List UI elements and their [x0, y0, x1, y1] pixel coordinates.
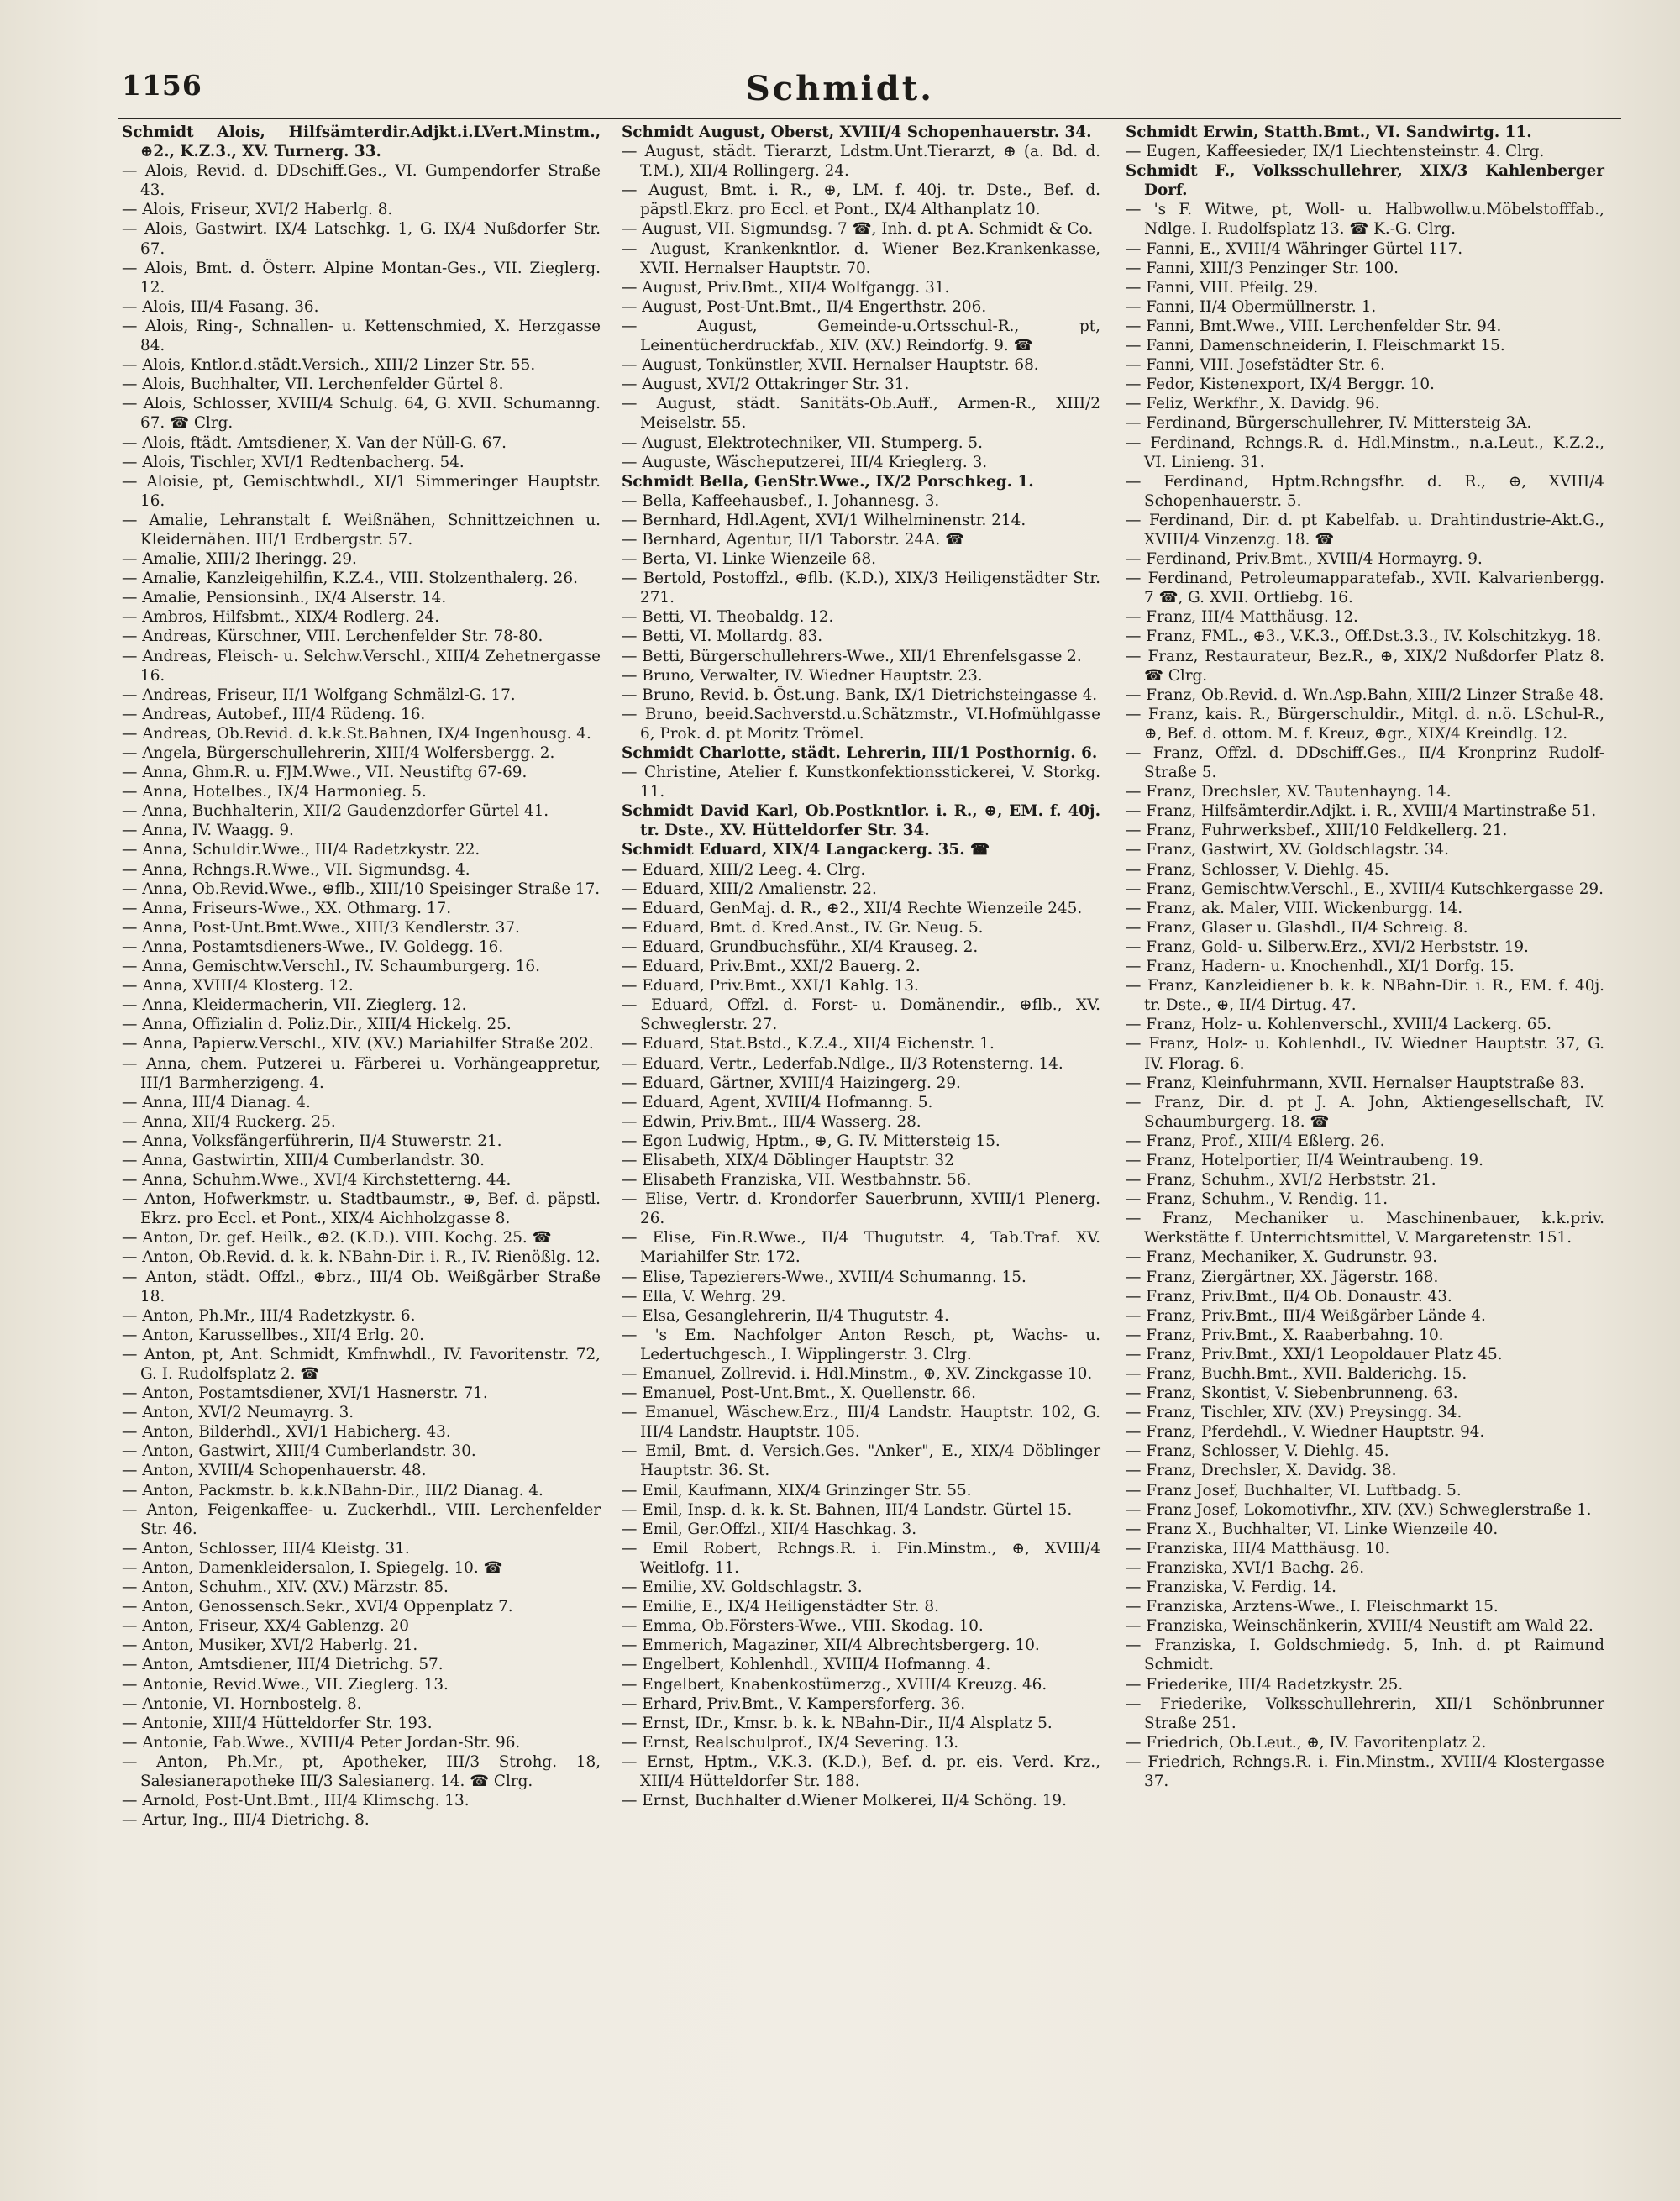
directory-entry: — Franz, Hilfsämterdir.Adjkt. i. R., XVIII/4 Martinstraße 51. — [1126, 802, 1597, 821]
directory-entry: — Emanuel, Wäschew.Erz., III/4 Landstr. Hauptstr. 102, G. III/4 Landstr. Hauptstr. 105. — [622, 1404, 1100, 1442]
directory-entry: — Alois, Revid. d. DDschiff.Ges., VI. Gumpendorfer Straße 43. — [122, 162, 601, 200]
directory-entry: — Anna, IV. Waagg. 9. — [122, 822, 294, 840]
directory-entry: Schmidt F., Volksschullehrer, XIX/3 Kahlenberger Dorf. — [1126, 162, 1604, 200]
directory-entry: — Anton, Friseur, XX/4 Gablenzg. 20 — [122, 1617, 409, 1636]
directory-entry: — Anna, Friseurs-Wwe., XX. Othmarg. 17. — [122, 899, 452, 917]
directory-entry: — Betti, VI. Theobaldg. 12. — [622, 608, 834, 627]
directory-entry: — Bruno, Verwalter, IV. Wiedner Hauptstr. 23. — [622, 666, 983, 685]
directory-entry: — Anton, Karussellbes., XII/4 Erlg. 20. — [122, 1326, 425, 1344]
directory-entry: — Franz, Kanzleidiener b. k. k. NBahn-Dir. i. R., EM. f. 40j. tr. Dste., ⊕, II/4 Dirtug. 47. — [1126, 977, 1604, 1015]
directory-entry: — Fanni, II/4 Obermüllnerstr. 1. — [1126, 297, 1377, 316]
directory-entry: — Fedor, Kistenexport, IX/4 Berggr. 10. — [1126, 376, 1435, 394]
directory-entry: — Amalie, Pensionsinh., IX/4 Alserstr. 14. — [122, 589, 447, 607]
directory-entry: — Franz, Mechaniker, X. Gudrunstr. 93. — [1126, 1248, 1438, 1267]
directory-entry: — Auguste, Wäscheputzerei, III/4 Krieglerg. 3. — [622, 453, 988, 471]
column-3 — [1126, 123, 1604, 1791]
directory-entry: — Franz, Tischler, XIV. (XV.) Preysingg. 34. — [1126, 1404, 1462, 1422]
directory-entry: — Bernhard, Agentur, II/1 Taborstr. 24A. ☎ — [622, 530, 965, 549]
directory-entry: — Eduard, XIII/2 Amalienstr. 22. — [622, 880, 877, 898]
directory-entry: — Antonie, VI. Hornbostelg. 8. — [122, 1694, 362, 1713]
directory-entry: — Anton, Ph.Mr., pt, Apotheker, III/3 Strohg. 18, Salesianerapotheke III/3 Salesianerg. 14. ☎ Clrg. — [122, 1752, 601, 1790]
directory-entry: Schmidt Erwin, Statth.Bmt., VI. Sandwirtg. 11. — [1126, 123, 1532, 141]
directory-entry: — Aloisie, pt, Gemischtwhdl., XI/1 Simmeringer Hauptstr. 16. — [122, 472, 601, 510]
directory-entry: — Amalie, Lehranstalt f. Weißnähen, Schnittzeichnen u. Kleidernähen. III/1 Erdbergstr. 57. — [122, 511, 601, 549]
directory-entry: — Anton, Damenkleidersalon, I. Spiegelg. 10. ☎ — [122, 1558, 503, 1577]
directory-entry: — Emil, Bmt. d. Versich.Ges. "Anker", E., XIX/4 Döblinger Hauptstr. 36. St. — [622, 1442, 1100, 1480]
directory-entry: — Anna, Buchhalterin, XII/2 Gaudenzdorfer Gürtel 41. — [122, 802, 549, 821]
directory-entry: — Andreas, Fleisch- u. Selchw.Verschl., XIII/4 Zehetnergasse 16. — [122, 647, 601, 685]
directory-entry: — Anton, Schlosser, III/4 Kleistg. 31. — [122, 1539, 410, 1558]
directory-entry: — Arnold, Post-Unt.Bmt., III/4 Klimschg. 13. — [122, 1792, 470, 1810]
directory-entry: Schmidt Bella, GenStr.Wwe., IX/2 Porschkeg. 1. — [622, 472, 1034, 491]
directory-entry: — Angela, Bürgerschullehrerin, XIII/4 Wolfersbergg. 2. — [122, 744, 555, 762]
directory-entry: — 's Em. Nachfolger Anton Resch, pt, Wachs- u. Ledertuchgesch., I. Wipplingerstr. 3. Clrg. — [622, 1326, 1100, 1363]
directory-entry: — Franz, Dir. d. pt J. A. John, Aktiengesellschaft, IV. Schaumburgerg. 18. ☎ — [1126, 1093, 1604, 1131]
directory-entry: — Franz, Skontist, V. Siebenbrunneng. 63. — [1126, 1384, 1458, 1403]
directory-entry: — Fanni, E., XVIII/4 Währinger Gürtel 117. — [1126, 239, 1463, 258]
directory-entry: — Friederike, III/4 Radetzkystr. 25. — [1126, 1675, 1404, 1694]
directory-entry: — Eugen, Kaffeesieder, IX/1 Liechtensteinstr. 4. Clrg. — [1126, 143, 1545, 161]
directory-entry: — Ernst, Buchhalter d.Wiener Molkerei, II/4 Schöng. 19. — [622, 1792, 1067, 1810]
directory-entry: — Franz, Priv.Bmt., X. Raaberbahng. 10. — [1126, 1326, 1444, 1344]
directory-entry: — Ferdinand, Rchngs.R. d. Hdl.Minstm., n.a.Leut., K.Z.2., VI. Linieng. 31. — [1126, 433, 1604, 471]
directory-entry: — Emmerich, Magaziner, XII/4 Albrechtsbergerg. 10. — [622, 1636, 1040, 1655]
directory-entry: — Elisabeth, XIX/4 Döblinger Hauptstr. 32 — [622, 1151, 954, 1169]
directory-entry: — Andreas, Ob.Revid. d. k.k.St.Bahnen, IX/4 Ingenhousg. 4. — [122, 724, 591, 743]
directory-entry: — August, VII. Sigmundsg. 7 ☎, Inh. d. pt A. Schmidt & Co. — [622, 220, 1094, 239]
directory-entry: — Berta, VI. Linke Wienzeile 68. — [622, 550, 877, 569]
directory-entry: — Anna, Schuhm.Wwe., XVI/4 Kirchstetterng. 44. — [122, 1171, 512, 1190]
directory-entry: — Bernhard, Hdl.Agent, XVI/1 Wilhelminenstr. 214. — [622, 511, 1026, 529]
directory-entry: — Franz, Priv.Bmt., XXI/1 Leopoldauer Platz 45. — [1126, 1345, 1503, 1363]
directory-entry: — Anna, XII/4 Ruckerg. 25. — [122, 1112, 336, 1131]
directory-entry: — Anton, städt. Offzl., ⊕brz., III/4 Ob. Weißgärber Straße 18. — [122, 1268, 601, 1305]
directory-entry: — 's F. Witwe, pt, Woll- u. Halbwollw.u.Möbelstofffab., Ndlge. I. Rudolfsplatz 13. ☎ K.-G. Clrg. — [1126, 201, 1604, 239]
directory-entry: — Eduard, Priv.Bmt., XXI/1 Kahlg. 13. — [622, 977, 919, 995]
directory-entry: — Anna, Volksfängerführerin, II/4 Stuwerstr. 21. — [122, 1132, 502, 1150]
directory-entry: — Anna, Ob.Revid.Wwe., ⊕flb., XIII/10 Speisinger Straße 17. — [122, 880, 601, 898]
directory-entry: — August, Priv.Bmt., XII/4 Wolfgangg. 31. — [622, 278, 950, 297]
directory-entry: — Anna, XVIII/4 Klosterg. 12. — [122, 977, 354, 995]
directory-entry: — Franz, Holz- u. Kohlenverschl., XVIII/4 Lackerg. 65. — [1126, 1016, 1552, 1034]
column-2 — [622, 123, 1100, 1810]
directory-entry: — Franz, FML., ⊕3., V.K.3., Off.Dst.3.3., IV. Kolschitzkyg. 18. — [1126, 628, 1602, 646]
directory-entry: — Edwin, Priv.Bmt., III/4 Wasserg. 28. — [622, 1112, 921, 1131]
directory-entry: Schmidt August, Oberst, XVIII/4 Schopenhauerstr. 34. — [622, 123, 1092, 141]
directory-entry: — Fanni, VIII. Pfeilg. 29. — [1126, 278, 1319, 297]
directory-entry: — Anna, Schuldir.Wwe., III/4 Radetzkystr. 22. — [122, 841, 480, 859]
directory-entry: Schmidt Charlotte, städt. Lehrerin, III/1 Posthornig. 6. — [622, 744, 1098, 762]
directory-entry: — Antonie, XIII/4 Hütteldorfer Str. 193. — [122, 1714, 433, 1732]
directory-entry: — Franziska, Arztens-Wwe., I. Fleischmarkt 15. — [1126, 1598, 1499, 1616]
directory-entry: — Anton, Hofwerkmstr. u. Stadtbaumstr., ⊕, Bef. d. päpstl. Ekrz. pro Eccl. et Pont., XIX/4 Aichholzgasse 8. — [122, 1190, 601, 1228]
directory-entry: — Franz, Pferdehdl., V. Wiedner Hauptstr. 94. — [1126, 1423, 1485, 1442]
directory-entry: — Franz, Ziergärtner, XX. Jägerstr. 168. — [1126, 1268, 1439, 1286]
directory-entry: — Amalie, XIII/2 Iheringg. 29. — [122, 550, 357, 569]
directory-entry: — Alois, Tischler, XVI/1 Redtenbacherg. 54. — [122, 453, 465, 471]
directory-entry: — Ambros, Hilfsbmt., XIX/4 Rodlerg. 24. — [122, 608, 440, 627]
directory-entry: — Bruno, Revid. b. Öst.ung. Bank, IX/1 Dietrichsteingasse 4. — [622, 686, 1098, 704]
directory-entry: — Ernst, Realschulprof., IX/4 Severing. 13. — [622, 1733, 959, 1752]
directory-entry: — Anna, Offizialin d. Poliz.Dir., XIII/4 Hickelg. 25. — [122, 1016, 512, 1034]
directory-entry: — Eduard, Grundbuchsführ., XI/4 Krauseg. 2. — [622, 938, 979, 956]
directory-entry: — Anton, Amtsdiener, III/4 Dietrichg. 57. — [122, 1656, 444, 1674]
directory-entry: — Eduard, Agent, XVIII/4 Hofmanng. 5. — [622, 1093, 933, 1111]
directory-entry: — Ferdinand, Bürgerschullehrer, IV. Mittersteig 3A. — [1126, 414, 1532, 433]
directory-entry: — Franziska, V. Ferdig. 14. — [1126, 1579, 1336, 1597]
directory-entry: — Franz, Drechsler, XV. Tautenhayng. 14. — [1126, 783, 1452, 801]
directory-entry: — Ernst, IDr., Kmsr. b. k. k. NBahn-Dir., II/4 Alsplatz 5. — [622, 1714, 1053, 1732]
directory-entry: — Franz, Schuhm., XVI/2 Herbststr. 21. — [1126, 1171, 1436, 1190]
directory-entry: — Elsa, Gesanglehrerin, II/4 Thugutstr. 4. — [622, 1306, 949, 1325]
directory-entry: — Bruno, beeid.Sachverstd.u.Schätzmstr., VI.Hofmühlgasse 6, Prok. d. pt Moritz Trömel. — [622, 705, 1100, 743]
directory-entry: — Alois, Schlosser, XVIII/4 Schulg. 64, G. XVII. Schumanng. 67. ☎ Clrg. — [122, 395, 601, 433]
directory-entry: — Eduard, Vertr., Lederfab.Ndlge., II/3 Rotensterng. 14. — [622, 1054, 1063, 1073]
directory-entry: — Eduard, GenMaj. d. R., ⊕2., XII/4 Rechte Wienzeile 245. — [622, 899, 1083, 917]
directory-entry: — Ferdinand, Hptm.Rchngsfhr. d. R., ⊕, XVIII/4 Schopenhauerstr. 5. — [1126, 472, 1604, 510]
directory-entry: — Alois, Gastwirt. IX/4 Latschkg. 1, G. IX/4 Nußdorfer Str. 67. — [122, 220, 601, 258]
directory-entry: — Fanni, Bmt.Wwe., VIII. Lerchenfelder Str. 94. — [1126, 317, 1502, 335]
directory-entry: — Feliz, Werkfhr., X. Davidg. 96. — [1126, 395, 1380, 413]
directory-entry: — Franz, Drechsler, X. Davidg. 38. — [1126, 1462, 1397, 1480]
directory-entry: — Friederike, Volksschullehrerin, XII/1 Schönbrunner Straße 251. — [1126, 1694, 1604, 1732]
directory-entry: — Franz, Schlosser, V. Diehlg. 45. — [1126, 860, 1389, 879]
directory-entry: — Erhard, Priv.Bmt., V. Kampersforferg. 36. — [622, 1694, 966, 1713]
directory-entry: — Anna, Hotelbes., IX/4 Harmonieg. 5. — [122, 783, 427, 801]
directory-entry: — Franz, Offzl. d. DDschiff.Ges., II/4 Kronprinz Rudolf-Straße 5. — [1126, 744, 1604, 782]
directory-entry: — Andreas, Kürschner, VIII. Lerchenfelder Str. 78-80. — [122, 628, 543, 646]
directory-entry: — Franz, Priv.Bmt., III/4 Weißgärber Lände 4. — [1126, 1306, 1486, 1325]
directory-entry: — Andreas, Autobef., III/4 Rüdeng. 16. — [122, 705, 426, 723]
directory-entry: — Egon Ludwig, Hptm., ⊕, G. IV. Mittersteig 15. — [622, 1132, 1000, 1150]
directory-entry: — Eduard, Bmt. d. Kred.Anst., IV. Gr. Neug. 5. — [622, 918, 984, 937]
directory-entry: — Franziska, XVI/1 Bachg. 26. — [1126, 1558, 1365, 1577]
directory-entry: — August, städt. Tierarzt, Ldstm.Unt.Tierarzt, ⊕ (a. Bd. d. T.M.), XII/4 Rollingerg. 24. — [622, 143, 1100, 181]
directory-entry: — Anton, XVI/2 Neumayrg. 3. — [122, 1404, 354, 1422]
directory-entry: — Anton, Musiker, XVI/2 Haberlg. 21. — [122, 1636, 418, 1655]
directory-entry: — Anton, Gastwirt, XIII/4 Cumberlandstr. 30. — [122, 1442, 476, 1461]
directory-entry: — Alois, Buchhalter, VII. Lerchenfelder Gürtel 8. — [122, 376, 504, 394]
directory-entry: — Fanni, Damenschneiderin, I. Fleischmarkt 15. — [1126, 337, 1505, 355]
page-number: 1156 — [122, 69, 202, 102]
directory-entry: — Franz, Fuhrwerksbef., XIII/10 Feldkellerg. 21. — [1126, 822, 1508, 840]
directory-entry: — Christine, Atelier f. Kunstkonfektionsstickerei, V. Storkg. 11. — [622, 764, 1100, 801]
directory-entry: — Franz, Ob.Revid. d. Wn.Asp.Bahn, XIII/2 Linzer Straße 48. — [1126, 686, 1604, 704]
directory-entry: — Alois, III/4 Fasang. 36. — [122, 297, 319, 316]
directory-entry: — Franz X., Buchhalter, VI. Linke Wienzeile 40. — [1126, 1520, 1499, 1538]
directory-entry: — Emil Robert, Rchngs.R. i. Fin.Minstm., ⊕, XVIII/4 Weitlofg. 11. — [622, 1539, 1100, 1577]
directory-entry: — August, Tonkünstler, XVII. Hernalser Hauptstr. 68. — [622, 356, 1039, 375]
directory-entry: — Alois, Ring-, Schnallen- u. Kettenschmied, X. Herzgasse 84. — [122, 317, 601, 355]
directory-entry: Schmidt David Karl, Ob.Postkntlor. i. R., ⊕, EM. f. 40j. tr. Dste., XV. Hütteldorfer Str. 34. — [622, 802, 1100, 840]
directory-entry: — Anton, Ph.Mr., III/4 Radetzkystr. 6. — [122, 1306, 416, 1325]
directory-entry: — Franz, Prof., XIII/4 Eßlerg. 26. — [1126, 1132, 1385, 1150]
column-1 — [122, 123, 601, 1830]
directory-entry: — Anton, Genossensch.Sekr., XVI/4 Oppenplatz 7. — [122, 1598, 513, 1616]
directory-entry: — Eduard, Priv.Bmt., XXI/2 Bauerg. 2. — [622, 958, 921, 976]
directory-entry: — Anton, pt, Ant. Schmidt, Kmfnwhdl., IV. Favoritenstr. 72, G. I. Rudolfsplatz 2. ☎ — [122, 1345, 601, 1383]
directory-entry: — Anton, Dr. gef. Heilk., ⊕2. (K.D.). VIII. Kochg. 25. ☎ — [122, 1229, 552, 1248]
directory-entry: — Franz, kais. R., Bürgerschuldir., Mitgl. d. n.ö. LSchul-R., ⊕, Bef. d. ottom. M. f. Kreuz, ⊕gr., XIX/4 Kreindlg. 12. — [1126, 705, 1604, 743]
directory-entry: — Alois, ftädt. Amtsdiener, X. Van der Nüll-G. 67. — [122, 433, 507, 452]
directory-entry: — Franziska, III/4 Matthäusg. 10. — [1126, 1539, 1390, 1558]
directory-entry: — Engelbert, Kohlenhdl., XVIII/4 Hofmanng. 4. — [622, 1656, 991, 1674]
directory-entry: — Franz, III/4 Matthäusg. 12. — [1126, 608, 1358, 627]
directory-entry: — Franz, Schlosser, V. Diehlg. 45. — [1126, 1442, 1389, 1461]
directory-entry: — Anton, Postamtsdiener, XVI/1 Hasnerstr. 71. — [122, 1384, 488, 1403]
directory-entry: — Ferdinand, Priv.Bmt., XVIII/4 Hormayrg. 9. — [1126, 550, 1483, 569]
directory-entry: — Emanuel, Post-Unt.Bmt., X. Quellenstr. 66. — [622, 1384, 977, 1403]
directory-entry: — Franz, Hotelportier, II/4 Weintraubeng. 19. — [1126, 1151, 1483, 1169]
directory-entry: Schmidt Alois, Hilfsämterdir.Adjkt.i.LVert.Minstm., ⊕2., K.Z.3., XV. Turnerg. 33. — [122, 123, 601, 161]
directory-entry: — Emil, Ger.Offzl., XII/4 Haschkag. 3. — [622, 1520, 917, 1538]
directory-entry: — Franz, ak. Maler, VIII. Wickenburgg. 14. — [1126, 899, 1463, 917]
directory-entry: — Franz, Schuhm., V. Rendig. 11. — [1126, 1190, 1389, 1209]
directory-entry: Schmidt Eduard, XIX/4 Langackerg. 35. ☎ — [622, 841, 990, 859]
directory-entry: — Antonie, Revid.Wwe., VII. Zieglerg. 13. — [122, 1675, 449, 1694]
directory-entry: — August, Post-Unt.Bmt., II/4 Engerthstr. 206. — [622, 297, 987, 316]
directory-entry: — Anna, Gastwirtin, XIII/4 Cumberlandstr. 30. — [122, 1151, 485, 1169]
directory-entry: — Anton, Feigenkaffee- u. Zuckerhdl., VIII. Lerchenfelder Str. 46. — [122, 1500, 601, 1538]
directory-entry: — August, städt. Sanitäts-Ob.Auff., Armen-R., XIII/2 Meiselstr. 55. — [622, 395, 1100, 433]
directory-entry: — Eduard, Gärtner, XVIII/4 Haizingerg. 29. — [622, 1074, 961, 1092]
directory-entry: — Franz, Gold- u. Silberw.Erz., XVI/2 Herbststr. 19. — [1126, 938, 1529, 956]
directory-entry: — Emilie, E., IX/4 Heiligenstädter Str. 8. — [622, 1598, 939, 1616]
directory-entry: — Franz, Buchh.Bmt., XVII. Balderichg. 15. — [1126, 1365, 1467, 1383]
directory-entry: — Franz Josef, Buchhalter, VI. Luftbadg. 5. — [1126, 1481, 1462, 1500]
directory-entry: — Alois, Bmt. d. Österr. Alpine Montan-Ges., VII. Zieglerg. 12. — [122, 259, 601, 297]
directory-entry: — Antonie, Fab.Wwe., XVIII/4 Peter Jordan-Str. 96. — [122, 1733, 521, 1752]
directory-entry: — Franz Josef, Lokomotivfhr., XIV. (XV.) Schweglerstraße 1. — [1126, 1500, 1592, 1519]
directory-entry: — Alois, Friseur, XVI/2 Haberlg. 8. — [122, 201, 393, 219]
directory-entry: — Franz, Gastwirt, XV. Goldschlagstr. 34. — [1126, 841, 1449, 859]
directory-entry: — Anton, Bilderhdl., XVI/1 Habicherg. 43. — [122, 1423, 451, 1442]
directory-entry: — Engelbert, Knabenkostümerzg., XVIII/4 Kreuzg. 46. — [622, 1675, 1047, 1694]
directory-entry: — August, XVI/2 Ottakringer Str. 31. — [622, 376, 910, 394]
directory-entry: — Fanni, XIII/3 Penzinger Str. 100. — [1126, 259, 1399, 277]
directory-entry: — Bertold, Postoffzl., ⊕flb. (K.D.), XIX/3 Heiligenstädter Str. 271. — [622, 570, 1100, 607]
directory-entry: — Friedrich, Rchngs.R. i. Fin.Minstm., XVIII/4 Klostergasse 37. — [1126, 1752, 1604, 1790]
directory-entry: — Emil, Kaufmann, XIX/4 Grinzinger Str. 55. — [622, 1481, 972, 1500]
directory-entry: — Artur, Ing., III/4 Dietrichg. 8. — [122, 1811, 370, 1830]
directory-entry: — August, Bmt. i. R., ⊕, LM. f. 40j. tr. Dste., Bef. d. päpstl.Ekrz. pro Eccl. et Pont., IX/4 Althanplatz 10. — [622, 181, 1100, 219]
directory-entry: — Anna, Rchngs.R.Wwe., VII. Sigmundsg. 4. — [122, 860, 470, 879]
directory-entry: — Franziska, I. Goldschmiedg. 5, Inh. d. pt Raimund Schmidt. — [1126, 1636, 1604, 1674]
directory-entry: — August, Krankenkntlor. d. Wiener Bez.Krankenkasse, XVII. Hernalser Hauptstr. 70. — [622, 239, 1100, 277]
directory-entry: — Franz, Hadern- u. Knochenhdl., XI/1 Dorfg. 15. — [1126, 958, 1515, 976]
directory-entry: — Eduard, XIII/2 Leeg. 4. Clrg. — [622, 860, 866, 879]
directory-entry: — Anna, Gemischtw.Verschl., IV. Schaumburgerg. 16. — [122, 958, 540, 976]
directory-entry: — Elise, Fin.R.Wwe., II/4 Thugutstr. 4, Tab.Traf. XV. Mariahilfer Str. 172. — [622, 1229, 1100, 1267]
directory-entry: — Ernst, Hptm., V.K.3. (K.D.), Bef. d. pr. eis. Verd. Krz., XIII/4 Hütteldorfer Str. 188. — [622, 1752, 1100, 1790]
directory-entry: — Anna, Kleidermacherin, VII. Zieglerg. 12. — [122, 996, 467, 1015]
directory-entry: — Emil, Insp. d. k. k. St. Bahnen, III/4 Landstr. Gürtel 15. — [622, 1500, 1073, 1519]
directory-entry: — Franz, Gemischtw.Verschl., E., XVIII/4 Kutschkergasse 29. — [1126, 880, 1604, 898]
directory-entry: — Eduard, Stat.Bstd., K.Z.4., XII/4 Eichenstr. 1. — [622, 1035, 995, 1053]
directory-entry: — Elisabeth Franziska, VII. Westbahnstr. 56. — [622, 1171, 972, 1190]
directory-entry: — Franz, Kleinfuhrmann, XVII. Hernalser Hauptstraße 83. — [1126, 1074, 1585, 1092]
directory-entry: — Bella, Kaffeehausbef., I. Johannesg. 3. — [622, 491, 940, 510]
directory-entry: — Betti, Bürgerschullehrers-Wwe., XII/1 Ehrenfelsgasse 2. — [622, 647, 1082, 665]
directory-entry: — Ferdinand, Dir. d. pt Kabelfab. u. Drahtindustrie-Akt.G., XVIII/4 Vinzenzg. 18. ☎ — [1126, 511, 1604, 549]
directory-entry: — Anna, III/4 Dianag. 4. — [122, 1093, 311, 1111]
directory-entry: — Elise, Tapezierers-Wwe., XVIII/4 Schumanng. 15. — [622, 1268, 1026, 1286]
directory-entry: — Emanuel, Zollrevid. i. Hdl.Minstm., ⊕, XV. Zinckgasse 10. — [622, 1365, 1093, 1383]
directory-entry: — Betti, VI. Mollardg. 83. — [622, 628, 823, 646]
directory-entry: — Anna, Post-Unt.Bmt.Wwe., XIII/3 Kendlerstr. 37. — [122, 918, 520, 937]
directory-entry: — Andreas, Friseur, II/1 Wolfgang Schmälzl-G. 17. — [122, 686, 516, 704]
directory-entry: — Alois, Kntlor.d.städt.Versich., XIII/2 Linzer Str. 55. — [122, 356, 536, 375]
directory-entry: — Anton, XVIII/4 Schopenhauerstr. 48. — [122, 1462, 427, 1480]
directory-entry: — Anna, chem. Putzerei u. Färberei u. Vorhängeappretur, III/1 Barmherzigeng. 4. — [122, 1054, 601, 1092]
directory-entry: — Franz, Restaurateur, Bez.R., ⊕, XIX/2 Nußdorfer Platz 8. ☎ Clrg. — [1126, 647, 1604, 685]
directory-entry: — August, Gemeinde-u.Ortsschul-R., pt, Leinentücherdruckfab., XIV. (XV.) Reindorfg. 9. ☎ — [622, 317, 1100, 355]
directory-entry: — Anna, Ghm.R. u. FJM.Wwe., VII. Neustiftg 67-69. — [122, 764, 528, 782]
header-rule — [118, 118, 1621, 119]
directory-entry: — Elise, Vertr. d. Krondorfer Sauerbrunn, XVIII/1 Plenerg. 26. — [622, 1190, 1100, 1228]
directory-entry: — Eduard, Offzl. d. Forst- u. Domänendir., ⊕flb., XV. Schweglerstr. 27. — [622, 996, 1100, 1034]
directory-entry: — Amalie, Kanzleigehilfin, K.Z.4., VIII. Stolzenthalerg. 26. — [122, 570, 578, 588]
directory-entry: — Franz, Mechaniker u. Maschinenbauer, k.k.priv. Werkstätte f. Unterrichtsmittel, V. Margaretenstr. 151. — [1126, 1210, 1604, 1248]
directory-entry: — Anton, Packmstr. b. k.k.NBahn-Dir., III/2 Dianag. 4. — [122, 1481, 543, 1500]
directory-entry: — Friedrich, Ob.Leut., ⊕, IV. Favoritenplatz 2. — [1126, 1733, 1487, 1752]
page-title: Schmidt. — [745, 69, 935, 108]
directory-entry: — Anna, Papierw.Verschl., XIV. (XV.) Mariahilfer Straße 202. — [122, 1035, 594, 1053]
directory-entry: — Emma, Ob.Försters-Wwe., VIII. Skodag. 10. — [622, 1617, 984, 1636]
directory-entry: — Emilie, XV. Goldschlagstr. 3. — [622, 1579, 863, 1597]
directory-entry: — August, Elektrotechniker, VII. Stumperg. 5. — [622, 433, 983, 452]
directory-entry: — Fanni, VIII. Josefstädter Str. 6. — [1126, 356, 1385, 375]
directory-entry: — Ferdinand, Petroleumapparatefab., XVII. Kalvarienbergg. 7 ☎, G. XVII. Ortliebg. 16. — [1126, 570, 1604, 607]
directory-entry: — Anna, Postamtsdieners-Wwe., IV. Goldegg. 16. — [122, 938, 504, 956]
directory-entry: — Anton, Schuhm., XIV. (XV.) Märzstr. 85. — [122, 1579, 449, 1597]
directory-entry: — Franz, Holz- u. Kohlenhdl., IV. Wiedner Hauptstr. 37, G. IV. Florag. 6. — [1126, 1035, 1604, 1073]
directory-entry: — Anton, Ob.Revid. d. k. k. NBahn-Dir. i. R., IV. Rienößlg. 12. — [122, 1248, 601, 1267]
directory-entry: — Franz, Priv.Bmt., II/4 Ob. Donaustr. 43. — [1126, 1287, 1452, 1305]
directory-entry: — Franz, Glaser u. Glashdl., II/4 Schreig. 8. — [1126, 918, 1468, 937]
directory-entry: — Ella, V. Wehrg. 29. — [622, 1287, 786, 1305]
directory-entry: — Franziska, Weinschänkerin, XVIII/4 Neustift am Wald 22. — [1126, 1617, 1593, 1636]
